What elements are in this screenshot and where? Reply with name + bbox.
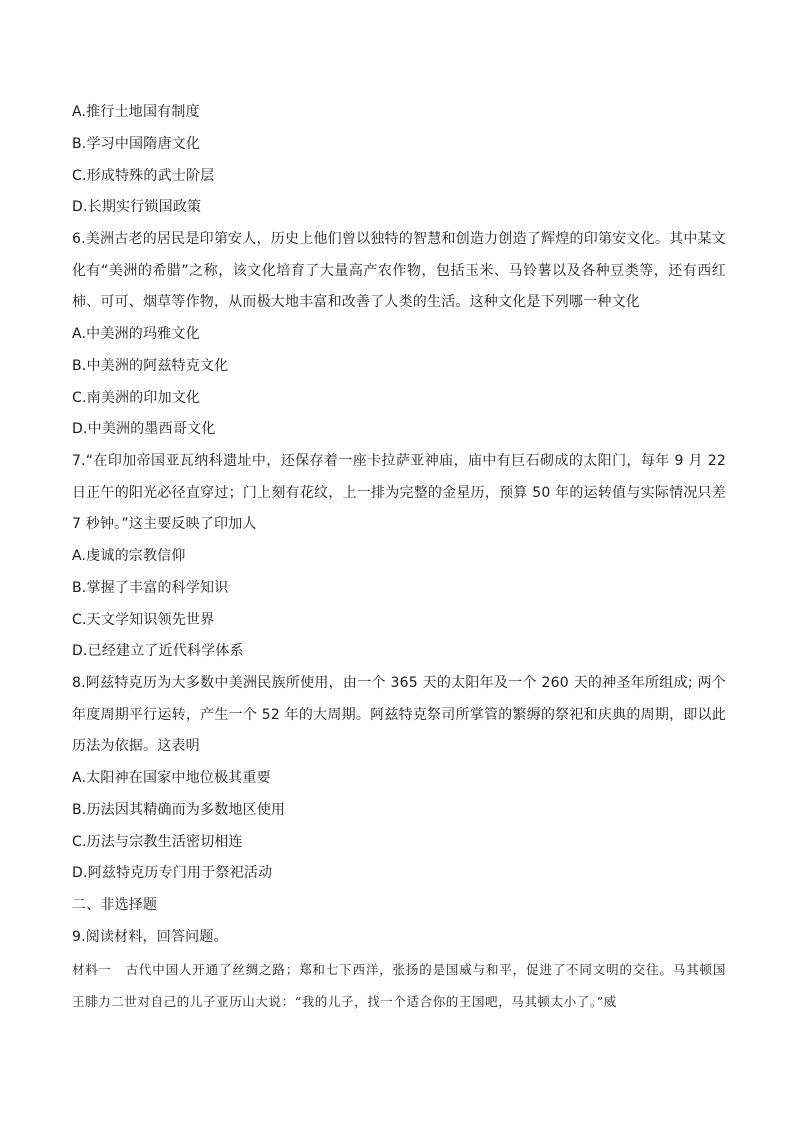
q8-option-b: B.历法因其精确而为多数地区使用 [72, 802, 286, 818]
q8-stem: 8.阿兹特克历为大多数中美洲民族所使用，由一个 365 天的太阳年及一个 260 天的神圣年所组成; 两个年度周期平行运转，产生一个 52 年的大周期。阿兹特克祭司所掌管的繁缛的祭祀和庆典的周期，即以此历法为依据。这表明 [72, 675, 726, 754]
q7-option-a: A.虔诚的宗教信仰 [72, 548, 186, 564]
q5-option-b: B.学习中国隋唐文化 [72, 136, 201, 152]
q9-material [72, 954, 726, 1017]
q8-option-c: C.历法与宗教生活密切相连 [72, 834, 243, 850]
q8-option-a: A.太阳神在国家中地位极其重要 [72, 770, 271, 786]
q7-option-c: C.天文学知识领先世界 [72, 612, 215, 628]
q6-option-b: B.中美洲的阿兹特克文化 [72, 358, 229, 374]
q6-option-a: A.中美洲的玛雅文化 [72, 326, 200, 342]
section-heading: 二、非选择题 [72, 897, 158, 913]
q5-option-a: A.推行土地国有制度 [72, 104, 200, 120]
material-text: 古代中国人开通了丝绸之路；郑和七下西洋，张扬的是国威与和平，促进了不同文明的交往。马其顿国王腓力二世对自己的儿子亚历山大说：“我的儿子，找一个适合你的王国吧，马其顿太小了。”威 [72, 962, 726, 1009]
q5-option-c: C.形成特殊的武士阶层 [72, 168, 215, 184]
q8-option-d: D.阿兹特克历专门用于祭祀活动 [72, 865, 273, 881]
q7-option-b: B.掌握了丰富的科学知识 [72, 580, 229, 596]
q7-stem: 7.“在印加帝国亚瓦纳科遗址中，还保存着一座卡拉萨亚神庙，庙中有巨石砌成的太阳门，每年 9 月 22 日正午的阳光必径直穿过；门上刻有花纹，上一排为完整的金星历，预算 50 年的运转值与实际情况只差 7 秒钟。”这主要反映了印加人 [72, 453, 726, 532]
q5-option-d: D.长期实行锁国政策 [72, 199, 202, 215]
material-label: 材料一 [72, 962, 112, 977]
q9-stem: 9.阅读材料，回答问题。 [72, 929, 228, 945]
q7-option-d: D.已经建立了近代科学体系 [72, 643, 244, 659]
q6-option-d: D.中美洲的墨西哥文化 [72, 421, 216, 437]
q6-option-c: C.南美洲的印加文化 [72, 390, 201, 406]
q6-stem: 6.美洲古老的居民是印第安人，历史上他们曾以独特的智慧和创造力创造了辉煌的印第安文化。其中某文化有“美洲的希腊”之称，该文化培育了大量高产农作物，包括玉米、马铃薯以及各种豆类等，还有西红柿、可可、烟草等作物，从而极大地丰富和改善了人类的生活。这种文化是下列哪一种文化 [72, 231, 726, 310]
